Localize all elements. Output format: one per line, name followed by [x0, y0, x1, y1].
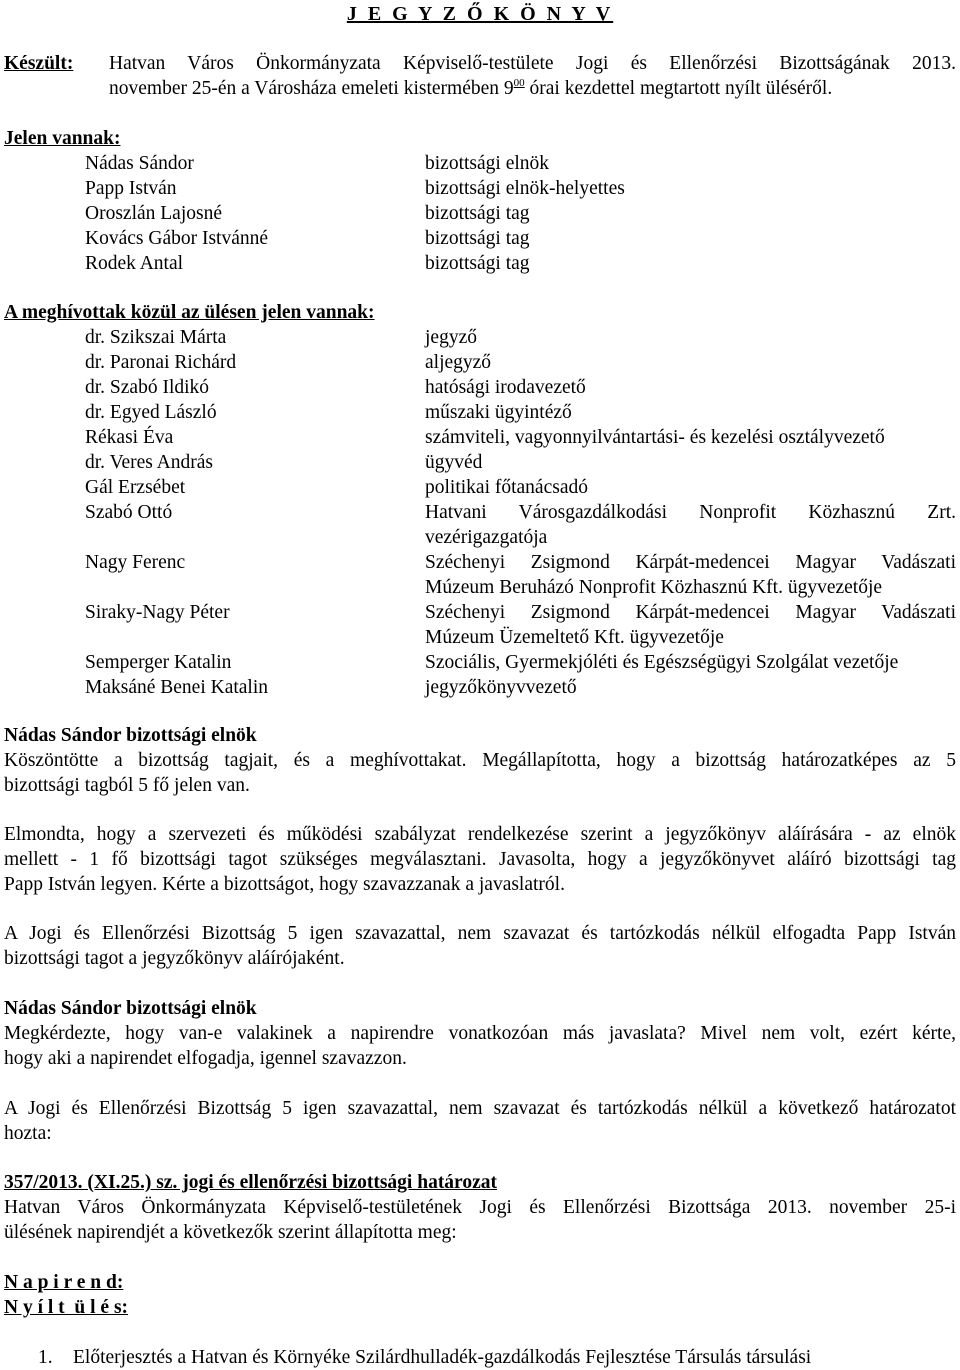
paragraph-line: hogy aki a napirendet elfogadja, igennel szavazzon. — [4, 1048, 407, 1069]
invited-role: Széchenyi Zsigmond Kárpát-medencei Magyar Vadászati — [425, 552, 956, 573]
invited-role: Széchenyi Zsigmond Kárpát-medencei Magyar Vadászati — [425, 602, 956, 623]
paragraph-5 — [4, 1096, 956, 1146]
invited-role-continued: Múzeum Üzemeltető Kft. ügyvezetője — [425, 627, 724, 648]
invited-name: Semperger Katalin — [85, 652, 232, 673]
invited-role: aljegyző — [425, 352, 492, 373]
paragraph-line: Megkérdezte, hogy van-e valakinek a napirendre vonatkozóan más javaslata? Mivel nem volt, ezért kérte, — [4, 1023, 956, 1044]
paragraph-4 — [4, 1021, 956, 1071]
invited-name: dr. Szabó Ildikó — [85, 377, 210, 398]
paragraph-line: ülésének napirendjét a következők szerint állapította meg: — [4, 1222, 457, 1243]
member-name: Kovács Gábor Istvánné — [85, 228, 269, 249]
open-session-heading: N y í l t ü l é s: — [4, 1297, 129, 1318]
agenda-item-number: 1. — [38, 1347, 53, 1368]
member-role: bizottsági tag — [425, 253, 530, 274]
member-name: Nádas Sándor — [85, 153, 194, 174]
paragraph-line: bizottsági tagot a jegyzőkönyv aláírójaként. — [4, 948, 345, 969]
invited-name: Siraky-Nagy Péter — [85, 602, 230, 623]
keszult-line2 — [109, 76, 832, 101]
member-name: Papp István — [85, 178, 177, 199]
keszult-line2-text: november 25-én a Városháza emeleti kistermében 9 — [109, 78, 514, 99]
invited-name: Nagy Ferenc — [85, 552, 186, 573]
paragraph-line: A Jogi és Ellenőrzési Bizottság 5 igen szavazattal, nem szavazat és tartózkodás nélkül elfogadta Papp István — [4, 923, 956, 944]
speaker-2: Nádas Sándor bizottsági elnök — [4, 998, 257, 1019]
agenda-item-text: Előterjesztés a Hatvan és Környéke Szilárdhulladék-gazdálkodás Fejlesztése Társulás társulási — [73, 1347, 812, 1368]
member-role: bizottsági tag — [425, 203, 530, 224]
paragraph-1 — [4, 748, 956, 798]
invited-role: jegyző — [425, 327, 477, 348]
keszult-line2-end: órai kezdettel megtartott nyílt üléséről. — [524, 78, 833, 99]
paragraph-line: Köszöntötte a bizottság tagjait, és a meghívottakat. Megállapította, hogy a bizottság határozatképes az 5 — [4, 750, 956, 771]
invited-role-continued: vezérigazgatója — [425, 527, 548, 548]
invited-name: Gál Erzsébet — [85, 477, 186, 498]
speaker-1: Nádas Sándor bizottsági elnök — [4, 725, 257, 746]
invited-role: politikai főtanácsadó — [425, 477, 588, 498]
agenda-heading: N a p i r e n d: — [4, 1272, 124, 1293]
paragraph-3 — [4, 921, 956, 971]
invited-role: műszaki ügyintéző — [425, 402, 572, 423]
document-title: J E G Y Z Ő K Ö N Y V — [346, 3, 614, 25]
invited-name: Szabó Ottó — [85, 502, 173, 523]
invited-role: jegyzőkönyvvezető — [425, 677, 577, 698]
invited-role: számviteli, vagyonnyilvántartási- és kezelési osztályvezető — [425, 427, 885, 448]
paragraph-2 — [4, 822, 956, 897]
member-role: bizottsági elnök — [425, 153, 550, 174]
member-role: bizottsági elnök-helyettes — [425, 178, 625, 199]
invited-role: ügyvéd — [425, 452, 483, 473]
invited-name: dr. Paronai Richárd — [85, 352, 237, 373]
paragraph-line: A Jogi és Ellenőrzési Bizottság 5 igen szavazattal, nem szavazat és tartózkodás nélkül a következő határozatot — [4, 1098, 956, 1119]
invited-heading: A meghívottak közül az ülésen jelen vannak: — [4, 302, 375, 323]
invited-name: dr. Veres András — [85, 452, 213, 473]
paragraph-line: Elmondta, hogy a szervezeti és működési szabályzat rendelkezése szerint a jegyzőkönyv aláírására - az elnök — [4, 824, 956, 845]
paragraph-line: mellett - 1 fő bizottsági tagot szükséges megválasztani. Javasolta, hogy a jegyzőkönyvet aláíró bizottsági tag — [4, 849, 956, 870]
invited-name: dr. Szikszai Márta — [85, 327, 227, 348]
invited-role: Hatvani Városgazdálkodási Nonprofit Közhasznú Zrt. — [425, 502, 956, 523]
paragraph-line: Hatvan Város Önkormányzata Képviselő-testületének Jogi és Ellenőrzési Bizottsága 2013. november 25-i — [4, 1197, 956, 1218]
paragraph-6 — [4, 1195, 956, 1245]
paragraph-line: Papp István legyen. Kérte a bizottságot, hogy szavazzanak a javaslatról. — [4, 874, 565, 895]
keszult-line1: Hatvan Város Önkormányzata Képviselő-testülete Jogi és Ellenőrzési Bizottságának 2013. — [109, 53, 956, 74]
invited-role: Szociális, Gyermekjóléti és Egészségügyi Szolgálat vezetője — [425, 652, 899, 673]
keszult-label: Készült: — [4, 53, 74, 74]
resolution-title: 357/2013. (XI.25.) sz. jogi és ellenőrzési bizottsági határozat — [4, 1172, 498, 1193]
invited-name: Rékasi Éva — [85, 427, 174, 448]
member-name: Rodek Antal — [85, 253, 184, 274]
present-heading: Jelen vannak: — [4, 128, 121, 149]
invited-role-continued: Múzeum Beruházó Nonprofit Közhasznú Kft. ügyvezetője — [425, 577, 883, 598]
paragraph-line: hozta: — [4, 1123, 52, 1144]
keszult-time-superscript: 00 — [513, 77, 525, 89]
invited-role: hatósági irodavezető — [425, 377, 586, 398]
paragraph-line: bizottsági tagból 5 fő jelen van. — [4, 775, 250, 796]
member-role: bizottsági tag — [425, 228, 530, 249]
member-name: Oroszlán Lajosné — [85, 203, 222, 224]
invited-name: Maksáné Benei Katalin — [85, 677, 269, 698]
invited-name: dr. Egyed László — [85, 402, 217, 423]
